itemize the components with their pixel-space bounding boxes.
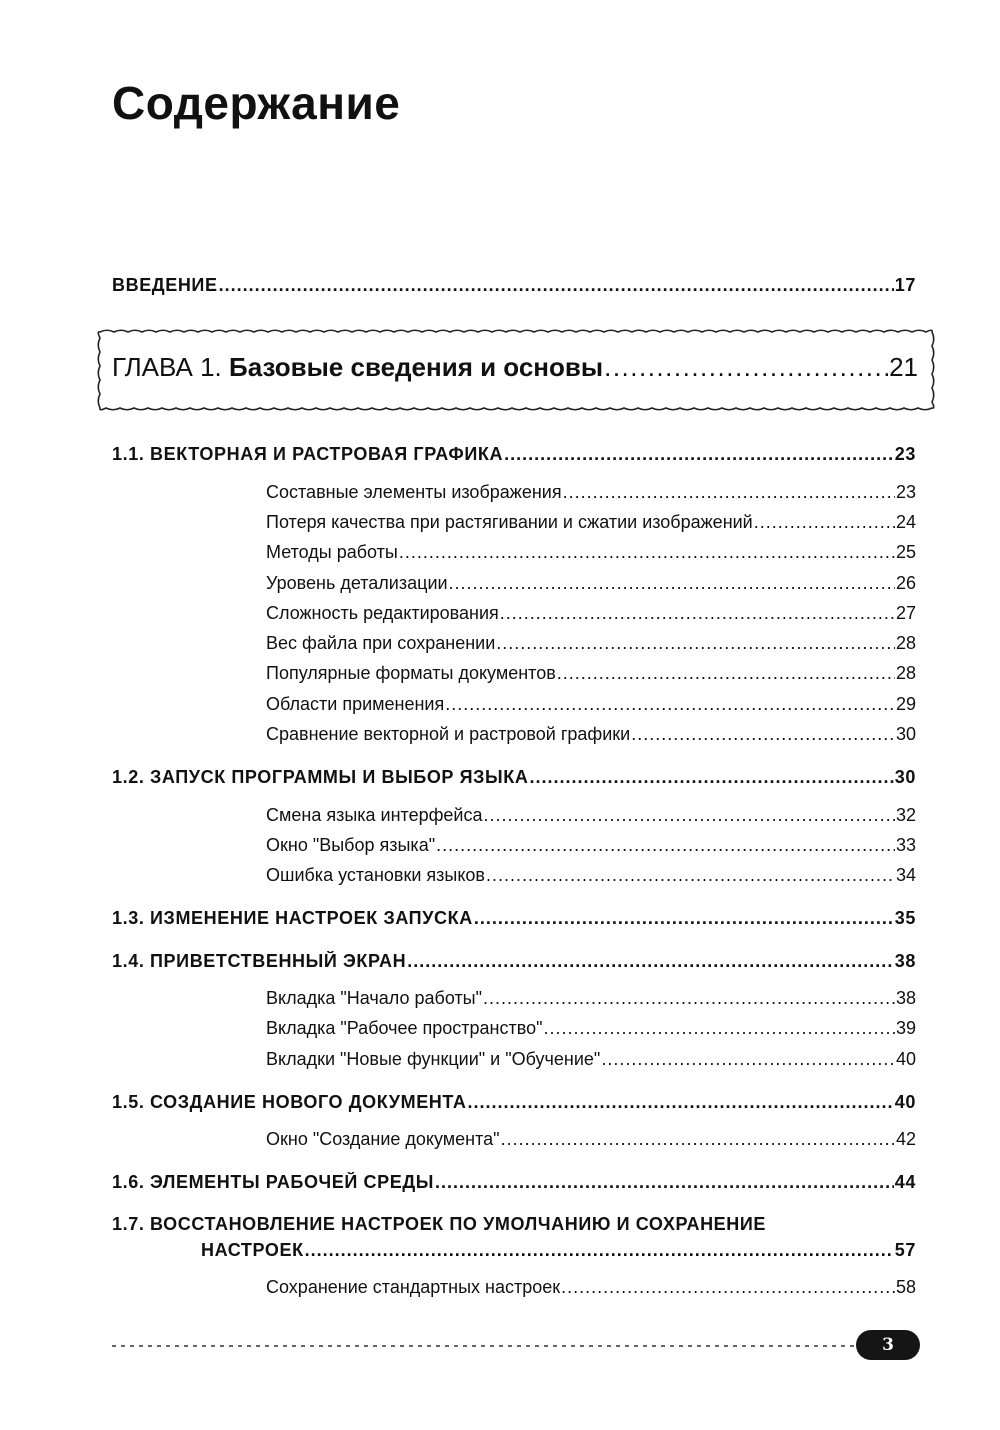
toc-subentry[interactable]: [266, 512, 916, 533]
dot-leader: [631, 724, 895, 745]
dot-leader: [474, 908, 894, 929]
footer-dashed-rule: [112, 1344, 856, 1348]
toc-section-1-7[interactable]: [201, 1240, 916, 1261]
dot-leader: [467, 1092, 893, 1113]
toc-page-number: 23: [895, 482, 916, 502]
toc-label: НАСТРОЕК: [201, 1240, 304, 1260]
toc-subentry[interactable]: [266, 865, 916, 886]
toc-label: Смена языка интерфейса: [266, 805, 483, 825]
dot-leader: [486, 865, 895, 886]
toc-page-number: 32: [895, 805, 916, 825]
dot-leader: [544, 1018, 895, 1039]
toc-page-number: 17: [894, 275, 916, 295]
dot-leader: [504, 444, 894, 465]
toc-page-number: 35: [894, 908, 916, 928]
toc-page-number: 30: [894, 767, 916, 787]
dot-leader: [529, 767, 893, 788]
toc-subentry[interactable]: [266, 1018, 916, 1039]
toc-section-1-5[interactable]: [112, 1092, 916, 1113]
toc-label: Вкладка "Начало работы": [266, 988, 483, 1008]
toc-page-number: 39: [895, 1018, 916, 1038]
toc-section-1-6[interactable]: [112, 1172, 916, 1193]
dot-leader: [449, 573, 895, 594]
toc-page-number: 23: [894, 444, 916, 464]
toc-subentry[interactable]: [266, 1129, 916, 1150]
toc-page-number: 24: [895, 512, 916, 532]
toc-subentry[interactable]: [266, 1277, 916, 1298]
toc-subentry[interactable]: [266, 988, 916, 1009]
toc-label: 1.6. ЭЛЕМЕНТЫ РАБОЧЕЙ СРЕДЫ: [112, 1172, 435, 1192]
toc-subentry[interactable]: [266, 633, 916, 654]
toc-page-number: 38: [895, 988, 916, 1008]
toc-subentry[interactable]: [266, 835, 916, 856]
toc-chapter-1[interactable]: [112, 352, 918, 383]
chapter-title: Базовые сведения и основы: [229, 352, 604, 382]
dot-leader: [436, 835, 895, 856]
toc-page-number: 57: [894, 1240, 916, 1260]
toc-page-number: 40: [895, 1049, 916, 1069]
dot-leader: [435, 1172, 894, 1193]
toc-label: 1.2. ЗАПУСК ПРОГРАММЫ И ВЫБОР ЯЗЫКА: [112, 767, 529, 787]
chapter-prefix: ГЛАВА 1.: [112, 352, 222, 382]
toc-label: Уровень детализации: [266, 573, 448, 593]
toc-page-number: 33: [895, 835, 916, 855]
toc-label: 1.3. ИЗМЕНЕНИЕ НАСТРОЕК ЗАПУСКА: [112, 908, 473, 928]
toc-page-number: 21: [889, 352, 918, 382]
toc-page-number: 40: [894, 1092, 916, 1112]
toc-label: Окно "Создание документа": [266, 1129, 500, 1149]
toc-section-1-7-line1[interactable]: 1.7. ВОССТАНОВЛЕНИЕ НАСТРОЕК ПО УМОЛЧАНИЮ И СОХРАНЕНИЕ: [112, 1214, 767, 1234]
dot-leader: [561, 1277, 895, 1298]
dot-leader: [601, 1049, 895, 1070]
toc-subentry[interactable]: [266, 603, 916, 624]
dot-leader: [604, 352, 888, 383]
toc-label: Области применения: [266, 694, 445, 714]
dot-leader: [500, 603, 895, 624]
toc-label: Сравнение векторной и растровой графики: [266, 724, 631, 744]
toc-page-number: 29: [895, 694, 916, 714]
toc-page-number: 30: [895, 724, 916, 744]
toc-label: Методы работы: [266, 542, 398, 562]
toc-label: Популярные форматы документов: [266, 663, 556, 683]
toc-label: Окно "Выбор языка": [266, 835, 436, 855]
toc-label: Вкладка "Рабочее пространство": [266, 1018, 543, 1038]
dot-leader: [496, 633, 895, 654]
toc-page-number: 38: [894, 951, 916, 971]
toc-subentry[interactable]: [266, 694, 916, 715]
page-number-badge: 3: [856, 1330, 920, 1360]
toc-label: Потеря качества при растягивании и сжатии изображений: [266, 512, 753, 532]
toc-label: 1.5. СОЗДАНИЕ НОВОГО ДОКУМЕНТА: [112, 1092, 467, 1112]
toc-section-1-3[interactable]: [112, 908, 916, 929]
toc-subentry[interactable]: [266, 573, 916, 594]
toc-page-number: 26: [895, 573, 916, 593]
toc-label: 1.1. ВЕКТОРНАЯ И РАСТРОВАЯ ГРАФИКА: [112, 444, 504, 464]
toc-page-number: 28: [895, 663, 916, 683]
dot-leader: [399, 542, 895, 563]
toc-label: Сложность редактирования: [266, 603, 499, 623]
dot-leader: [563, 482, 895, 503]
dot-leader: [501, 1129, 895, 1150]
toc-page-number: 34: [895, 865, 916, 885]
toc-label: Сохранение стандартных настроек: [266, 1277, 561, 1297]
toc-subentry[interactable]: [266, 542, 916, 563]
toc-subentry[interactable]: [266, 482, 916, 503]
toc-subentry[interactable]: [266, 805, 916, 826]
dot-leader: [219, 275, 894, 296]
page-title: Содержание: [112, 77, 401, 129]
toc-page-number: 27: [895, 603, 916, 623]
toc-section-1-2[interactable]: [112, 767, 916, 788]
toc-subentry[interactable]: [266, 663, 916, 684]
toc-label: Вкладки "Новые функции" и "Обучение": [266, 1049, 601, 1069]
toc-label: ВВЕДЕНИЕ: [112, 275, 218, 295]
dot-leader: [484, 805, 895, 826]
toc-label: 1.4. ПРИВЕТСТВЕННЫЙ ЭКРАН: [112, 951, 407, 971]
dot-leader: [483, 988, 895, 1009]
toc-page-number: 42: [895, 1129, 916, 1149]
dot-leader: [754, 512, 895, 533]
toc-section-1-4[interactable]: [112, 951, 916, 972]
toc-label: Ошибка установки языков: [266, 865, 485, 885]
toc-subentry[interactable]: [266, 724, 916, 745]
dot-leader: [557, 663, 895, 684]
toc-subentry[interactable]: [266, 1049, 916, 1070]
toc-entry-intro[interactable]: [112, 275, 916, 296]
dot-leader: [305, 1240, 894, 1261]
toc-label: Вес файла при сохранении: [266, 633, 496, 653]
toc-page-number: 28: [895, 633, 916, 653]
toc-label: Составные элементы изображения: [266, 482, 562, 502]
toc-page-number: 25: [895, 542, 916, 562]
dot-leader: [407, 951, 894, 972]
toc-page-number: 58: [895, 1277, 916, 1297]
dot-leader: [445, 694, 895, 715]
toc-section-1-1[interactable]: [112, 444, 916, 465]
toc-page-number: 44: [894, 1172, 916, 1192]
